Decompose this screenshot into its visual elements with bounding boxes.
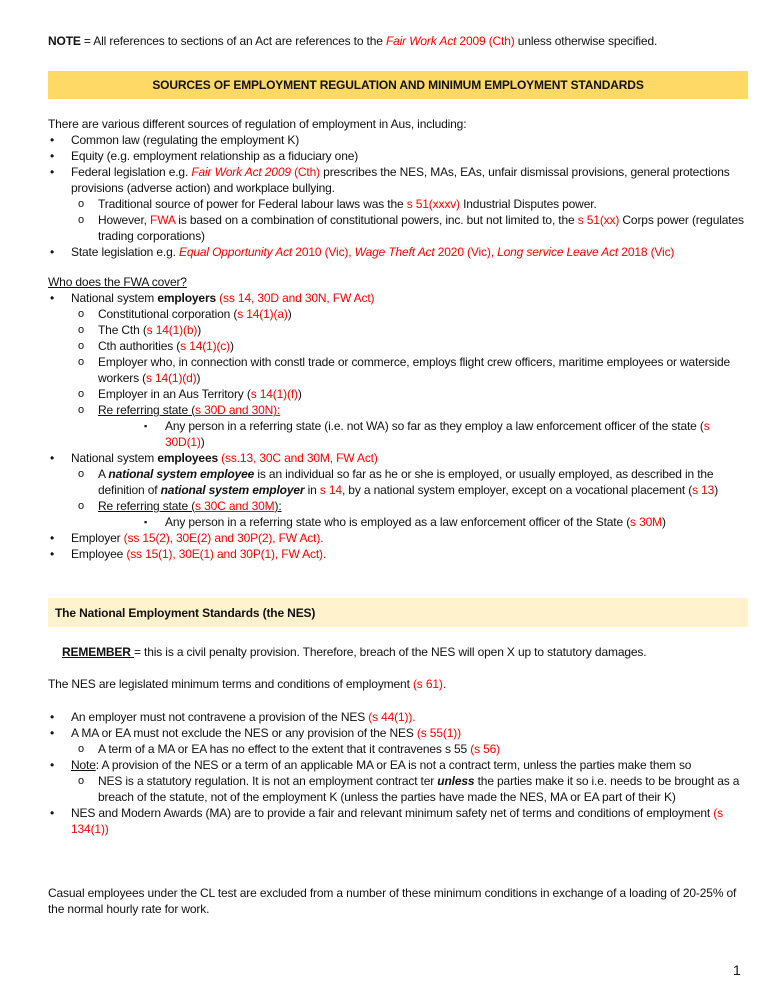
bullet-icon: • <box>50 451 55 465</box>
text-run: There are various different sources of regulation of employment in Aus, including: <box>48 117 467 131</box>
text-run: Employer <box>71 531 124 545</box>
citation-text: s 14(1)(c) <box>180 339 230 353</box>
citation-text: s 30M <box>630 515 662 529</box>
list-item <box>48 164 750 196</box>
list-item <box>48 514 750 530</box>
citation-text: (s 55(1)) <box>416 726 461 740</box>
text-run: ) <box>661 515 666 529</box>
citation-text: Equal Opportunity Act <box>178 245 293 259</box>
bullet-icon: • <box>50 547 55 561</box>
text-run: ) <box>714 483 719 497</box>
citation-text: 2009 (Cth) <box>456 34 515 48</box>
citation-text: (ss 15(2), 30E(2) and 30P(2), FW Act). <box>123 531 324 545</box>
list-item <box>48 386 750 402</box>
citation-text: 2020 (Vic), <box>434 245 498 259</box>
citation-text: s 30D and 30N): <box>195 403 281 417</box>
citation-text: s 14(1)(f) <box>250 387 298 401</box>
circle-bullet-icon: o <box>78 468 84 480</box>
text-run: in <box>304 483 320 497</box>
text-run: employers <box>157 291 216 305</box>
bullet-icon: • <box>50 531 55 545</box>
text-run: REMEMBER <box>62 645 134 659</box>
text-run: Any person in a referring state (i.e. not WA) so far as they employ a law enforcement officer of the state ( <box>165 419 704 433</box>
list-item <box>48 725 750 741</box>
text-run: Casual employees under the CL test are excluded from a number of these minimum conditions in exchange of a loading of 20-25% of the normal hourly rate for work. <box>48 886 737 916</box>
text-run: the parties make it so i.e. needs to be brought as a breach of the statute, not of the employment K (unless the parties have made the NES, MA or EA part of their K) <box>98 774 740 804</box>
page-number: 1 <box>733 962 741 978</box>
list-item <box>48 354 750 386</box>
list-item <box>48 757 750 773</box>
bullet-icon: • <box>50 710 55 724</box>
remember-line <box>62 644 764 660</box>
text-run: Re referring state ( <box>98 499 196 513</box>
text-run: National system <box>71 451 158 465</box>
text-run: Re referring state ( <box>98 403 196 417</box>
list-item <box>48 290 750 306</box>
text-run: is based on a combination of constitutional powers, inc. but not limited to, the <box>175 213 578 227</box>
list-item <box>48 709 750 725</box>
text-run: Who does the FWA cover? <box>48 275 187 289</box>
citation-text: s 51(xx) <box>577 213 620 227</box>
text-run: NOTE <box>48 34 81 48</box>
text-run: unless <box>437 774 475 788</box>
text-run: Corps power (regulates trading corporations) <box>98 213 744 243</box>
citation-text: FWA <box>150 213 176 227</box>
text-run: Constitutional corporation ( <box>98 307 238 321</box>
text-run: employees <box>157 451 218 465</box>
list-item <box>48 338 750 354</box>
citation-text: (ss 15(1), 30E(1) and 30P(1), FW Act). <box>126 547 327 561</box>
circle-bullet-icon: o <box>78 775 84 787</box>
text-run: The NES are legislated minimum terms and conditions of employment <box>48 677 413 691</box>
text-run: National system <box>71 291 158 305</box>
text-run: Equity (e.g. employment relationship as a fiduciary one) <box>71 149 359 163</box>
text-run: : A provision of the NES or a term of an applicable MA or EA is not a contract term, unless the parties make them so <box>95 758 692 772</box>
text-run: ) <box>297 387 302 401</box>
citation-text: Fair Work Act <box>385 34 457 48</box>
bullet-icon: • <box>50 806 55 820</box>
text-run: , by a national system employer, except on a vocational placement ( <box>341 483 693 497</box>
circle-bullet-icon: o <box>78 308 84 320</box>
citation-text: (s 44(1)). <box>368 710 416 724</box>
circle-bullet-icon: o <box>78 500 84 512</box>
citation-text: (s 134(1)) <box>71 806 723 836</box>
list-item <box>48 530 750 546</box>
bullet-icon: • <box>50 149 55 163</box>
citation-text: (s 56) <box>470 742 501 756</box>
paragraph <box>48 274 750 290</box>
citation-text: s 51(xxxv) <box>406 197 460 211</box>
circle-bullet-icon: o <box>78 340 84 352</box>
citation-text: 2010 (Vic), <box>292 245 355 259</box>
list-item <box>48 498 750 514</box>
list-item <box>48 132 750 148</box>
list-item <box>48 450 750 466</box>
citation-text: s 14(1)(d) <box>146 371 197 385</box>
list-item <box>48 244 750 260</box>
paragraph <box>48 116 750 132</box>
bullet-icon: • <box>50 245 55 259</box>
coverage-list <box>48 274 750 562</box>
note-line <box>48 33 750 49</box>
citation-text: (ss 14, 30D and 30N, FW Act) <box>216 291 375 305</box>
list-item <box>48 466 750 498</box>
citation-text: s 30C and 30M <box>195 499 275 513</box>
circle-bullet-icon: o <box>78 198 84 210</box>
text-run: Employee <box>71 547 127 561</box>
text-run: NES is a statutory regulation. It is not an employment contract ter <box>98 774 438 788</box>
bullet-icon: • <box>50 291 55 305</box>
circle-bullet-icon: o <box>78 356 84 368</box>
citation-text: s 30D(1) <box>165 419 710 449</box>
text-run: Cth authorities ( <box>98 339 181 353</box>
text-run: = All references to sections of an Act are references to the <box>80 34 386 48</box>
text-run: Employer who, in connection with constl trade or commerce, employs flight crew officers, maritime employees or waterside workers ( <box>98 355 731 385</box>
citation-text: s 14 <box>319 483 342 497</box>
text-run: The Cth ( <box>98 323 147 337</box>
text-run: = this is a civil penalty provision. Therefore, breach of the NES will open X up to statutory damages. <box>134 645 647 659</box>
text-run: However, <box>98 213 151 227</box>
text-run: A <box>98 467 109 481</box>
text-run: ) <box>200 435 205 449</box>
list-item <box>48 773 750 805</box>
citation-text: Wage Theft Act <box>354 245 435 259</box>
text-run: ) <box>230 339 234 353</box>
text-run: An employer must not contravene a provision of the NES <box>71 710 369 724</box>
bullet-icon: • <box>50 758 55 772</box>
text-run: Traditional source of power for Federal labour laws was the <box>98 197 407 211</box>
nes-list <box>48 709 750 837</box>
citation-text: s 14(1)(b) <box>146 323 198 337</box>
text-run: national system employer <box>160 483 305 497</box>
list-item <box>48 322 750 338</box>
list-item <box>48 148 750 164</box>
text-run: Common law (regulating the employment K) <box>71 133 300 147</box>
list-item <box>48 196 750 212</box>
bullet-icon: • <box>50 133 55 147</box>
list-item <box>48 546 750 562</box>
circle-bullet-icon: o <box>78 214 84 226</box>
circle-bullet-icon: o <box>78 743 84 755</box>
text-run: Industrial Disputes power. <box>459 197 597 211</box>
sources-heading-text: SOURCES OF EMPLOYMENT REGULATION AND MINIMUM EMPLOYMENT STANDARDS <box>152 78 644 92</box>
citation-text: Long service Leave Act <box>497 245 619 259</box>
text-run: Any person in a referring state who is employed as a law enforcement officer of the State ( <box>165 515 631 529</box>
list-item <box>48 805 750 837</box>
text-run: ) <box>196 371 201 385</box>
text-run: is an individual so far as he or she is employed, or usually employed, as described in the definition of <box>98 467 714 497</box>
citation-text: (s 61). <box>412 677 446 691</box>
citation-text: (ss.13, 30C and 30M, FW Act) <box>218 451 378 465</box>
nes-section-heading <box>48 598 748 627</box>
list-item <box>48 418 750 450</box>
sources-section-heading <box>48 71 748 99</box>
list-item <box>48 306 750 322</box>
text-run: unless otherwise specified. <box>514 34 658 48</box>
text-run: ) <box>287 307 292 321</box>
citation-text: s 13 <box>692 483 715 497</box>
citation-text: s 14(1)(a) <box>237 307 288 321</box>
bullet-icon: • <box>50 726 55 740</box>
nes-heading-text: The National Employment Standards (the NES) <box>55 605 316 620</box>
list-item <box>48 212 750 244</box>
citation-text: (Cth) <box>290 165 320 179</box>
list-item <box>48 402 750 418</box>
nes-intro <box>48 676 750 692</box>
circle-bullet-icon: o <box>78 404 84 416</box>
citation-text: 2018 (Vic) <box>618 245 675 259</box>
text-run: State legislation e.g. <box>71 245 179 259</box>
sources-list <box>48 116 750 260</box>
bullet-icon: • <box>50 165 55 179</box>
text-run: national system employee <box>108 467 255 481</box>
text-run: NES and Modern Awards (MA) are to provide a fair and relevant minimum safety net of terms and conditions of employment <box>71 806 714 820</box>
text-run: ): <box>274 499 282 513</box>
citation-text: Fair Work Act 2009 <box>191 165 291 179</box>
text-run: A term of a MA or EA has no effect to the extent that it contravenes s 55 <box>98 742 471 756</box>
text-run: Federal legislation e.g. <box>71 165 192 179</box>
text-run: Employer in an Aus Territory ( <box>98 387 251 401</box>
text-run: Note <box>71 758 96 772</box>
square-bullet-icon: ▪ <box>144 421 148 431</box>
text-run: A MA or EA must not exclude the NES or any provision of the NES <box>71 726 417 740</box>
circle-bullet-icon: o <box>78 388 84 400</box>
list-item <box>48 741 750 757</box>
circle-bullet-icon: o <box>78 324 84 336</box>
text-run: prescribes the NES, MAs, EAs, unfair dismissal provisions, general protections provisions (adverse action) and workplace bullying. <box>71 165 730 195</box>
square-bullet-icon: ▪ <box>144 517 148 527</box>
text-run: ) <box>197 323 202 337</box>
casual-paragraph <box>48 885 738 917</box>
